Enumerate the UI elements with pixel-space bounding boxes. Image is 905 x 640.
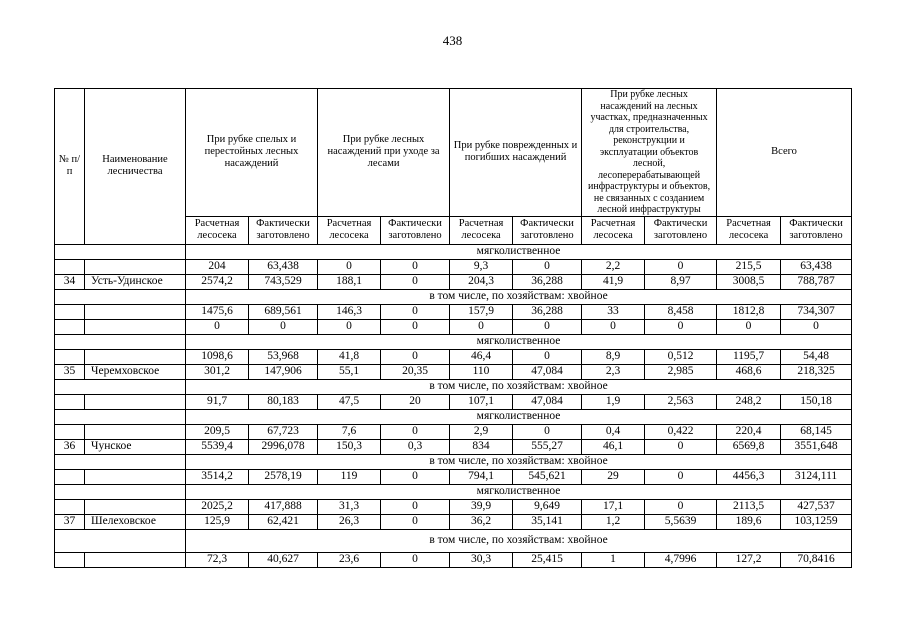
table-cell: 0 <box>645 439 717 454</box>
table-cell: 107,1 <box>450 394 513 409</box>
table-cell: 834 <box>450 439 513 454</box>
forestry-name <box>85 499 186 514</box>
table-cell: 63,438 <box>781 259 852 274</box>
table-row <box>55 319 852 334</box>
table-cell: 0 <box>513 424 582 439</box>
section-label: в том числе, по хозяйствам: хвойное <box>186 289 852 304</box>
table-cell: 68,145 <box>781 424 852 439</box>
section-row <box>55 379 852 394</box>
table-row <box>55 552 852 567</box>
table-cell: 125,9 <box>186 514 249 529</box>
row-number <box>55 424 85 439</box>
table-row <box>55 499 852 514</box>
table-cell: 215,5 <box>717 259 781 274</box>
row-number <box>55 469 85 484</box>
table-cell: 2574,2 <box>186 274 249 289</box>
table-cell: 63,438 <box>249 259 318 274</box>
row-number <box>55 552 85 567</box>
forestry-name <box>85 319 186 334</box>
table-cell: 26,3 <box>318 514 381 529</box>
header-plan: Расчетная лесосека <box>186 216 249 244</box>
table-cell: 427,537 <box>781 499 852 514</box>
table-cell: 157,9 <box>450 304 513 319</box>
table-cell: 7,6 <box>318 424 381 439</box>
header-fact: Фактически заготовлено <box>249 216 318 244</box>
section-label: мягколиственное <box>186 484 852 499</box>
table-cell: 54,48 <box>781 349 852 364</box>
table-cell: 47,084 <box>513 394 582 409</box>
forestry-name: Чунское <box>85 439 186 454</box>
table-cell: 0 <box>318 259 381 274</box>
table-cell: 41,8 <box>318 349 381 364</box>
table-cell: 0 <box>381 514 450 529</box>
section-spacer <box>55 244 85 259</box>
header-fact: Фактически заготовлено <box>381 216 450 244</box>
section-spacer <box>55 529 85 552</box>
table-cell: 119 <box>318 469 381 484</box>
header-plan: Расчетная лесосека <box>717 216 781 244</box>
section-row <box>55 409 852 424</box>
section-label: мягколиственное <box>186 409 852 424</box>
table-cell: 40,627 <box>249 552 318 567</box>
table-cell: 20 <box>381 394 450 409</box>
table-cell: 743,529 <box>249 274 318 289</box>
table-cell: 5,5639 <box>645 514 717 529</box>
table-cell: 110 <box>450 364 513 379</box>
table-cell: 62,421 <box>249 514 318 529</box>
table-cell: 80,183 <box>249 394 318 409</box>
table-cell: 8,97 <box>645 274 717 289</box>
table-cell: 417,888 <box>249 499 318 514</box>
table-cell: 0 <box>645 319 717 334</box>
table-cell: 189,6 <box>717 514 781 529</box>
table-cell: 6569,8 <box>717 439 781 454</box>
table-cell: 25,415 <box>513 552 582 567</box>
forestry-name <box>85 349 186 364</box>
header-group: При рубке поврежденных и погибших насаждений <box>450 89 582 217</box>
table-cell: 1,2 <box>582 514 645 529</box>
section-spacer <box>55 334 85 349</box>
forestry-table <box>54 88 852 568</box>
row-number: 35 <box>55 364 85 379</box>
header-plan: Расчетная лесосека <box>450 216 513 244</box>
row-number <box>55 394 85 409</box>
table-cell: 146,3 <box>318 304 381 319</box>
table-cell: 1475,6 <box>186 304 249 319</box>
table-cell: 0 <box>249 319 318 334</box>
table-cell: 2578,19 <box>249 469 318 484</box>
table-cell: 2,2 <box>582 259 645 274</box>
table-cell: 70,8416 <box>781 552 852 567</box>
table-cell: 91,7 <box>186 394 249 409</box>
table-cell: 2,9 <box>450 424 513 439</box>
table-cell: 67,723 <box>249 424 318 439</box>
row-number: 36 <box>55 439 85 454</box>
table-cell: 3514,2 <box>186 469 249 484</box>
table-cell: 209,5 <box>186 424 249 439</box>
table-cell: 2,563 <box>645 394 717 409</box>
table-cell: 545,621 <box>513 469 582 484</box>
table-cell: 1 <box>582 552 645 567</box>
header-fact: Фактически заготовлено <box>781 216 852 244</box>
table-cell: 36,288 <box>513 304 582 319</box>
table-cell: 188,1 <box>318 274 381 289</box>
table-cell: 36,2 <box>450 514 513 529</box>
table-row <box>55 394 852 409</box>
section-row <box>55 529 852 552</box>
table-cell: 204,3 <box>450 274 513 289</box>
table-cell: 0 <box>645 499 717 514</box>
section-spacer <box>85 334 186 349</box>
section-row <box>55 244 852 259</box>
table-cell: 0 <box>381 304 450 319</box>
row-number <box>55 304 85 319</box>
section-spacer <box>55 289 85 304</box>
table-cell: 39,9 <box>450 499 513 514</box>
table-cell: 788,787 <box>781 274 852 289</box>
table-cell: 0 <box>645 259 717 274</box>
header-num: № п/п <box>55 89 85 245</box>
table-cell: 1098,6 <box>186 349 249 364</box>
table-cell: 3551,648 <box>781 439 852 454</box>
table-cell: 734,307 <box>781 304 852 319</box>
table-cell: 3008,5 <box>717 274 781 289</box>
table-cell: 0 <box>381 274 450 289</box>
section-spacer <box>85 529 186 552</box>
table-cell: 33 <box>582 304 645 319</box>
table-cell: 20,35 <box>381 364 450 379</box>
header-fact: Фактически заготовлено <box>513 216 582 244</box>
table-cell: 41,9 <box>582 274 645 289</box>
section-spacer <box>85 409 186 424</box>
table-cell: 0 <box>513 349 582 364</box>
header-plan: Расчетная лесосека <box>582 216 645 244</box>
row-number <box>55 499 85 514</box>
section-row <box>55 484 852 499</box>
table-cell: 301,2 <box>186 364 249 379</box>
table-cell: 0 <box>381 552 450 567</box>
table-cell: 2996,078 <box>249 439 318 454</box>
row-number: 34 <box>55 274 85 289</box>
table-cell: 0 <box>381 349 450 364</box>
table-cell: 127,2 <box>717 552 781 567</box>
table-cell: 35,141 <box>513 514 582 529</box>
table-cell: 9,649 <box>513 499 582 514</box>
table-cell: 0,512 <box>645 349 717 364</box>
section-spacer <box>85 454 186 469</box>
table-cell: 103,1259 <box>781 514 852 529</box>
table-cell: 0 <box>381 469 450 484</box>
table-cell: 0 <box>717 319 781 334</box>
row-number <box>55 349 85 364</box>
header-fact: Фактически заготовлено <box>645 216 717 244</box>
table-body <box>55 244 852 567</box>
table-cell: 2025,2 <box>186 499 249 514</box>
forestry-name: Усть-Удинское <box>85 274 186 289</box>
header-plan: Расчетная лесосека <box>318 216 381 244</box>
table-cell: 204 <box>186 259 249 274</box>
table-row <box>55 424 852 439</box>
table-cell: 46,4 <box>450 349 513 364</box>
table-cell: 0 <box>381 319 450 334</box>
table-cell: 4,7996 <box>645 552 717 567</box>
table-cell: 55,1 <box>318 364 381 379</box>
table-cell: 2113,5 <box>717 499 781 514</box>
page-number: 438 <box>442 33 463 48</box>
table-row <box>55 469 852 484</box>
table-cell: 3124,111 <box>781 469 852 484</box>
table-cell: 30,3 <box>450 552 513 567</box>
table-cell: 46,1 <box>582 439 645 454</box>
table-cell: 248,2 <box>717 394 781 409</box>
table-cell: 72,3 <box>186 552 249 567</box>
table-cell: 150,18 <box>781 394 852 409</box>
header-forestry-name: Наименование лесничества <box>85 89 186 245</box>
section-spacer <box>85 244 186 259</box>
table-cell: 0 <box>450 319 513 334</box>
table-cell: 31,3 <box>318 499 381 514</box>
table-cell: 0 <box>186 319 249 334</box>
table-row <box>55 274 852 289</box>
forestry-name: Черемховское <box>85 364 186 379</box>
header-group: При рубке спелых и перестойных лесных насаждений <box>186 89 318 217</box>
table-cell: 147,906 <box>249 364 318 379</box>
row-number <box>55 319 85 334</box>
row-number <box>55 259 85 274</box>
section-label: мягколиственное <box>186 244 852 259</box>
table-cell: 0 <box>381 499 450 514</box>
table-cell: 1195,7 <box>717 349 781 364</box>
section-spacer <box>55 484 85 499</box>
section-spacer <box>55 379 85 394</box>
forestry-name <box>85 304 186 319</box>
table-cell: 1,9 <box>582 394 645 409</box>
table-cell: 4456,3 <box>717 469 781 484</box>
table-cell: 2,3 <box>582 364 645 379</box>
section-row <box>55 334 852 349</box>
table-row <box>55 364 852 379</box>
header-group: При рубке лесных насаждений при уходе за лесами <box>318 89 450 217</box>
table-cell: 36,288 <box>513 274 582 289</box>
forestry-name <box>85 552 186 567</box>
section-label: в том числе, по хозяйствам: хвойное <box>186 529 852 552</box>
table-cell: 8,9 <box>582 349 645 364</box>
section-row <box>55 454 852 469</box>
table-cell: 555,27 <box>513 439 582 454</box>
table-row <box>55 259 852 274</box>
row-number: 37 <box>55 514 85 529</box>
table-row <box>55 514 852 529</box>
table-cell: 150,3 <box>318 439 381 454</box>
section-spacer <box>85 289 186 304</box>
forestry-name <box>85 469 186 484</box>
section-spacer <box>55 409 85 424</box>
header-group: При рубке лесных насаждений на лесных участках, предназначенных для строительства, реконструкции и эксплуатации объектов лесной, лесоперерабатывающей инфраструктуры и объектов, не связанных с созданием лесной инфраструктуры <box>582 89 717 217</box>
section-spacer <box>85 484 186 499</box>
section-spacer <box>55 454 85 469</box>
table-cell: 17,1 <box>582 499 645 514</box>
section-spacer <box>85 379 186 394</box>
forestry-name <box>85 424 186 439</box>
table-cell: 794,1 <box>450 469 513 484</box>
table-cell: 0 <box>381 424 450 439</box>
table-cell: 53,968 <box>249 349 318 364</box>
table-cell: 47,084 <box>513 364 582 379</box>
table-cell: 2,985 <box>645 364 717 379</box>
header-group: Всего <box>717 89 852 217</box>
table-cell: 0 <box>381 259 450 274</box>
table-cell: 0 <box>318 319 381 334</box>
table-cell: 220,4 <box>717 424 781 439</box>
table-cell: 0 <box>582 319 645 334</box>
section-label: мягколиственное <box>186 334 852 349</box>
forestry-name <box>85 259 186 274</box>
table-cell: 218,325 <box>781 364 852 379</box>
table-cell: 29 <box>582 469 645 484</box>
table-cell: 0,422 <box>645 424 717 439</box>
table-row <box>55 304 852 319</box>
table-cell: 47,5 <box>318 394 381 409</box>
table-cell: 0 <box>513 319 582 334</box>
section-label: в том числе, по хозяйствам: хвойное <box>186 379 852 394</box>
table-cell: 468,6 <box>717 364 781 379</box>
table-cell: 23,6 <box>318 552 381 567</box>
table-cell: 0 <box>513 259 582 274</box>
section-row <box>55 289 852 304</box>
forestry-name <box>85 394 186 409</box>
table-cell: 0,3 <box>381 439 450 454</box>
table-cell: 8,458 <box>645 304 717 319</box>
forestry-name: Шелеховское <box>85 514 186 529</box>
table-cell: 5539,4 <box>186 439 249 454</box>
table-cell: 9,3 <box>450 259 513 274</box>
table-row <box>55 349 852 364</box>
table-cell: 0 <box>645 469 717 484</box>
section-label: в том числе, по хозяйствам: хвойное <box>186 454 852 469</box>
table-cell: 0 <box>781 319 852 334</box>
table-cell: 0,4 <box>582 424 645 439</box>
table-cell: 1812,8 <box>717 304 781 319</box>
table-cell: 689,561 <box>249 304 318 319</box>
table-row <box>55 439 852 454</box>
